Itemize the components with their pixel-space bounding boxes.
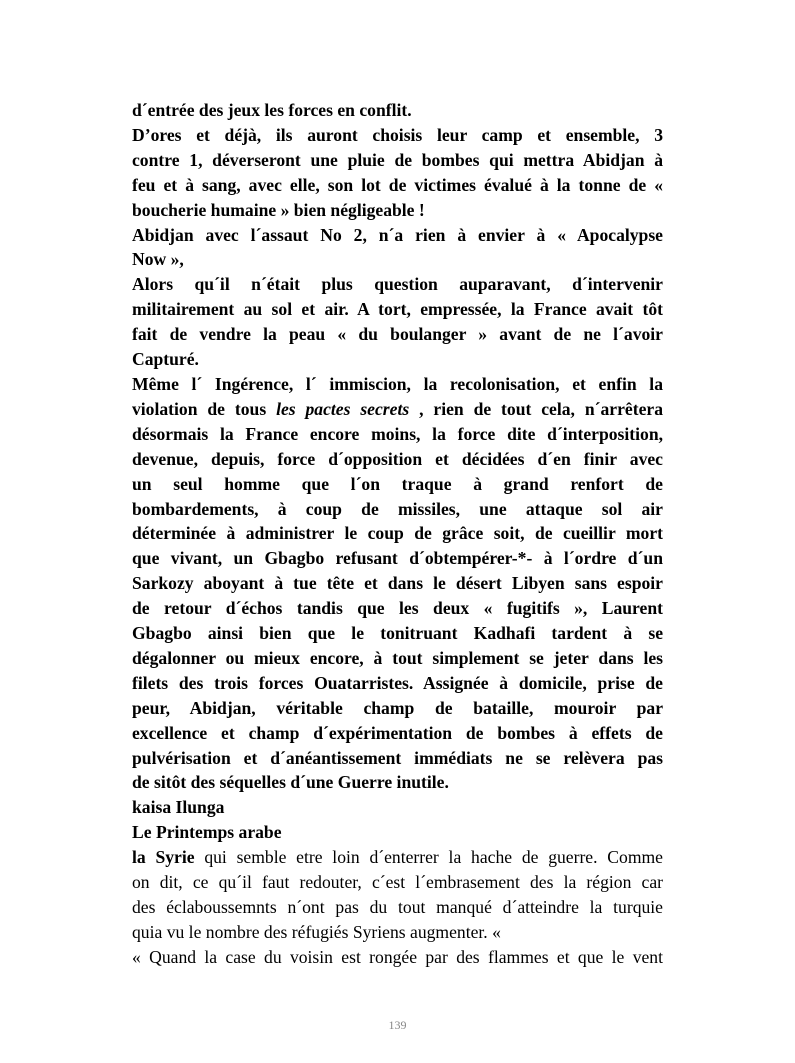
author-name: kaisa Ilunga (132, 797, 225, 818)
text-segment: violation de tous (132, 398, 277, 419)
text-line: de retour d´échos tandis que les deux « fugitifs », Laurent (132, 598, 663, 619)
italic-phrase: les pactes secrets (276, 398, 410, 419)
text-line: Now », (132, 249, 184, 270)
text-line: devenue, depuis, force d´opposition et décidées d´en finir avec (132, 448, 663, 469)
text-line: filets des trois forces Ouatarristes. Assignée à domicile, prise de (132, 672, 663, 693)
text-line: pulvérisation et d´anéantissement immédiats ne se relèvera pas (132, 747, 663, 768)
text-segment: qui semble etre loin d´enterrer la hache de guerre. Comme (194, 847, 663, 868)
text-line: excellence et champ d´expérimentation de bombes à effets de (132, 722, 663, 743)
text-line: feu et à sang, avec elle, son lot de victimes évalué à la tonne de « (132, 174, 663, 195)
text-line: fait de vendre la peau « du boulanger » avant de ne l´avoir (132, 324, 663, 345)
text-line: Sarkozy aboyant à tue tête et dans le désert Libyen sans espoir (132, 573, 663, 594)
page-number: 139 (388, 1018, 407, 1032)
text-line: dégalonner ou mieux encore, à tout simplement se jeter dans les (132, 647, 663, 668)
text-line: Même l´ Ingérence, l´ immiscion, la recolonisation, et enfin la (132, 373, 663, 394)
text-line: contre 1, déverseront une pluie de bombes qui mettra Abidjan à (132, 149, 663, 170)
text-line (132, 845, 663, 870)
text-line: Alors qu´il n´était plus question auparavant, d´intervenir (132, 274, 663, 295)
text-line: militairement au sol et air. A tort, empressée, la France avait tôt (132, 299, 663, 320)
text-line: peur, Abidjan, véritable champ de bataille, mouroir par (132, 697, 663, 718)
text-line: désormais la France encore moins, la force dite d´interposition, (132, 423, 663, 444)
bold-passage (132, 98, 663, 845)
bold-phrase: la Syrie (132, 847, 195, 868)
section-heading: Le Printemps arabe (132, 822, 282, 843)
text-line: quia vu le nombre des réfugiés Syriens augmenter. « (132, 921, 501, 942)
text-line: Capturé. (132, 349, 199, 370)
text-line (132, 397, 663, 422)
text-line: un seul homme que l´on traque à grand renfort de (132, 473, 663, 494)
text-line: on dit, ce qu´il faut redouter, c´est l´embrasement des la région car (132, 872, 663, 893)
text-line: que vivant, un Gbagbo refusant d´obtempérer-*- à l´ordre d´un (132, 548, 663, 569)
text-line: des éclaboussemnts n´ont pas du tout manqué d´atteindre la turquie (132, 897, 663, 917)
text-line: Gbagbo ainsi bien que le tonitruant Kadhafi tardent à se (132, 623, 663, 644)
text-line: boucherie humaine » bien négligeable ! (132, 199, 425, 220)
regular-passage (132, 845, 663, 970)
text-line: déterminée à administrer le coup de grâce soit, de cueillir mort (132, 523, 663, 544)
text-line: Abidjan avec l´assaut No 2, n´a rien à envier à « Apocalypse (132, 224, 663, 245)
text-line: « Quand la case du voisin est rongée par des flammes et que le vent (132, 946, 663, 967)
text-segment: , rien de tout cela, n´arrêtera (409, 398, 663, 419)
text-line: bombardements, à coup de missiles, une attaque sol air (132, 498, 663, 519)
text-line: de sitôt des séquelles d´une Guerre inutile. (132, 772, 449, 793)
document-body (132, 98, 663, 970)
text-line: D’ores et déjà, ils auront choisis leur camp et ensemble, 3 (132, 124, 663, 145)
text-line: d´entrée des jeux les forces en conflit. (132, 100, 412, 120)
